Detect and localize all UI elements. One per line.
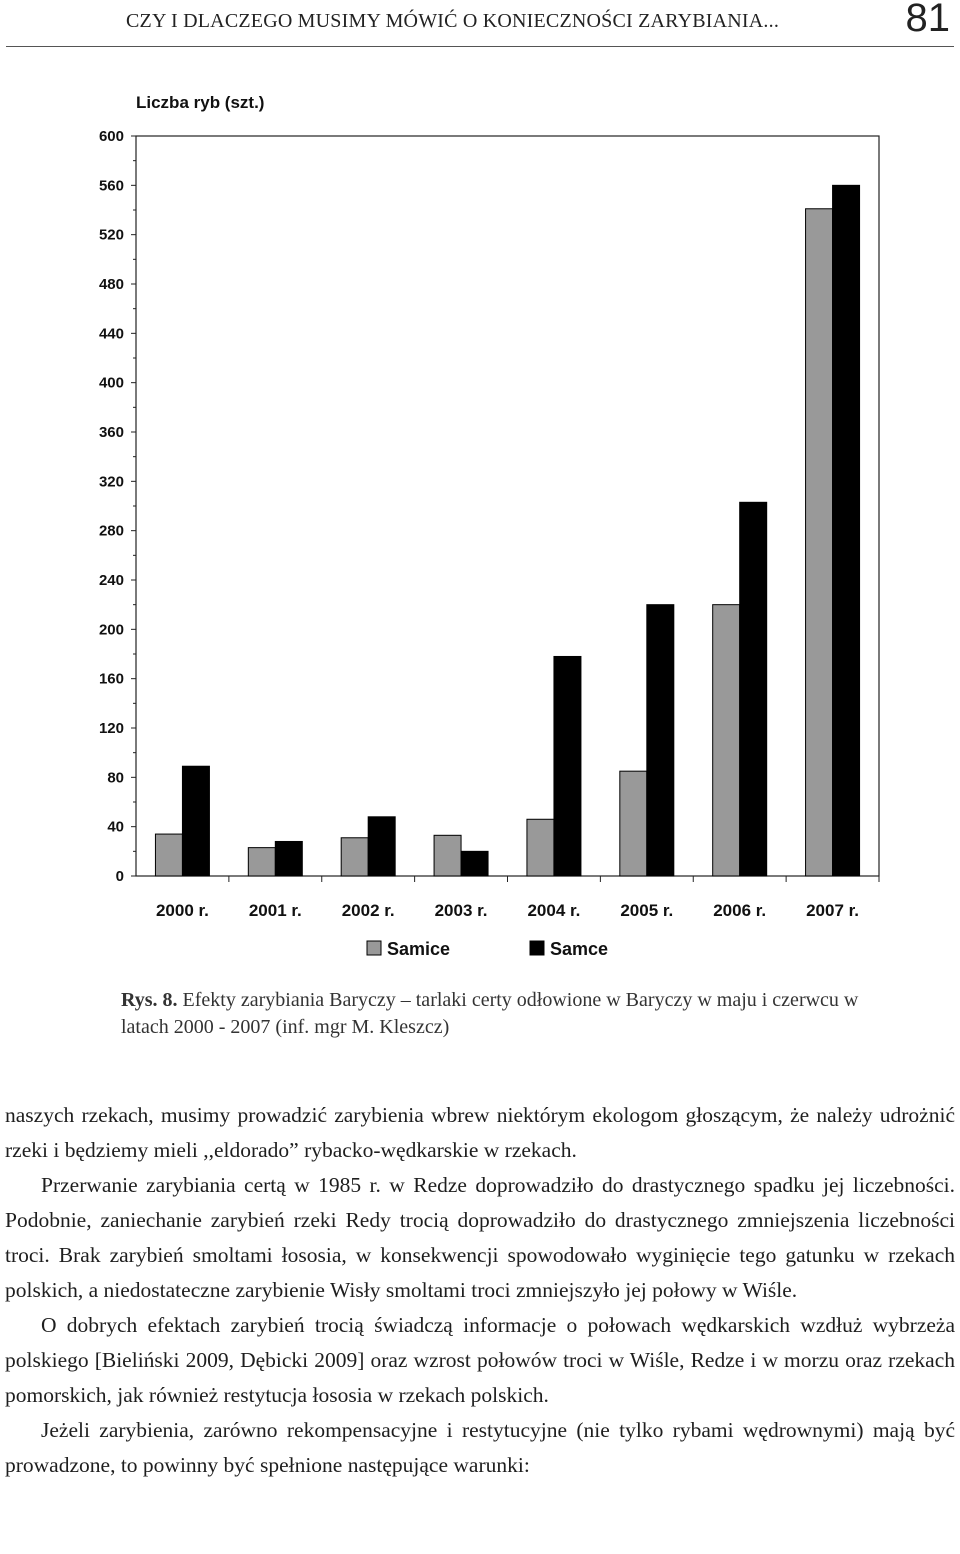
caption-label: Rys. 8. [121, 989, 178, 1011]
bar-samce-0 [182, 766, 209, 876]
y-tick-label: 160 [98, 670, 124, 688]
bar-samice-1 [248, 848, 275, 876]
body-text [5, 1098, 955, 1483]
y-tick-label: 560 [98, 177, 124, 195]
x-tick-label: 2005 r. [620, 901, 674, 920]
bar-samce-3 [461, 851, 488, 876]
bar-samce-2 [368, 817, 395, 876]
legend-swatch-samce [530, 941, 544, 955]
y-axis-label: Liczba ryb (szt.) [136, 93, 265, 112]
y-tick-label: 240 [98, 572, 124, 589]
bar-samice-6 [713, 605, 740, 876]
chart-svg [0, 60, 960, 980]
y-tick-label: 0 [115, 868, 124, 885]
bar-samice-0 [155, 834, 182, 876]
header-rule [6, 46, 954, 47]
paragraph-1: naszych rzekach, musimy prowadzić zarybienia wbrew niektórym ekologom głoszącym, że należy udrożnić rzeki i będziemy mieli ,,eldorado” rybacko-wędkarskie w rzekach. [5, 1103, 955, 1162]
bar-samce-5 [647, 605, 674, 876]
y-tick-label: 480 [98, 276, 124, 293]
legend-label-samice: Samice [387, 939, 451, 959]
page-number: 81 [905, 0, 950, 40]
bar-samce-7 [833, 185, 860, 876]
y-tick-label: 200 [98, 621, 124, 639]
x-tick-label: 2007 r. [806, 901, 860, 920]
bar-samice-4 [527, 819, 554, 876]
paragraph-3: O dobrych efektach zarybień trocią świadczą informacje o połowach wędkarskich wzdłuż wybrzeża polskiego [Bieliński 2009, Dębicki 2009] oraz wzrost połowów troci w Wiśle, Redze i w morzu oraz rzekach pomorskich, jak również restytucja łososia w rzekach polskich. [5, 1313, 955, 1407]
y-tick-label: 120 [98, 720, 124, 737]
running-header-title: CZY I DLACZEGO MUSIMY MÓWIĆ O KONIECZNOŚCI ZARYBIANIA... [126, 10, 780, 32]
y-tick-label: 40 [107, 818, 124, 836]
x-tick-label: 2000 r. [155, 901, 209, 920]
y-tick-label: 360 [98, 424, 124, 441]
x-tick-label: 2004 r. [527, 901, 581, 920]
y-tick-label: 400 [98, 374, 124, 392]
x-tick-label: 2006 r. [713, 901, 767, 920]
bar-samice-2 [341, 838, 368, 876]
x-tick-label: 2001 r. [248, 901, 302, 920]
x-tick-label: 2002 r. [341, 901, 395, 920]
bar-samce-1 [275, 841, 302, 876]
y-tick-label: 280 [98, 522, 124, 540]
caption-text: Efekty zarybiania Baryczy – tarlaki certy odłowione w Baryczy w maju i czerwcu w latach 2000 - 2007 (inf. mgr M. Kleszcz) [121, 989, 859, 1038]
y-tick-label: 520 [98, 226, 124, 244]
bar-chart [0, 60, 960, 980]
bar-samice-5 [620, 771, 647, 876]
plot-frame [136, 136, 879, 876]
legend-label-samce: Samce [550, 939, 609, 959]
y-tick-label: 80 [107, 769, 124, 787]
x-tick-label: 2003 r. [434, 901, 488, 920]
y-tick-label: 440 [98, 325, 124, 343]
bar-samce-6 [740, 502, 767, 876]
bar-samice-7 [806, 209, 833, 876]
y-tick-label: 320 [98, 473, 124, 491]
y-tick-label: 600 [98, 128, 124, 145]
legend-swatch-samice [367, 941, 381, 955]
paragraph-2: Przerwanie zarybiania certą w 1985 r. w Redze doprowadziło do drastycznego spadku jej liczebności. Podobnie, zaniechanie zarybień rzeki Redy trocią doprowadziło do drastycznego zmniejszenia liczebności troci. Brak zarybień smoltami łososia, w konsekwencji spowodowało wyginięcie tego gatunku w rzekach polskich, a niedostateczne zarybienie Wisły smoltami troci zmniejszyło jej połowy w Wiśle. [5, 1173, 955, 1302]
bar-samice-3 [434, 835, 461, 876]
paragraph-4: Jeżeli zarybienia, zarówno rekompensacyjne i restytucyjne (nie tylko rybami wędrownymi) mają być prowadzone, to powinny być spełnione następujące warunki: [5, 1418, 955, 1477]
bar-samce-4 [554, 656, 581, 876]
figure-caption [121, 987, 901, 1041]
